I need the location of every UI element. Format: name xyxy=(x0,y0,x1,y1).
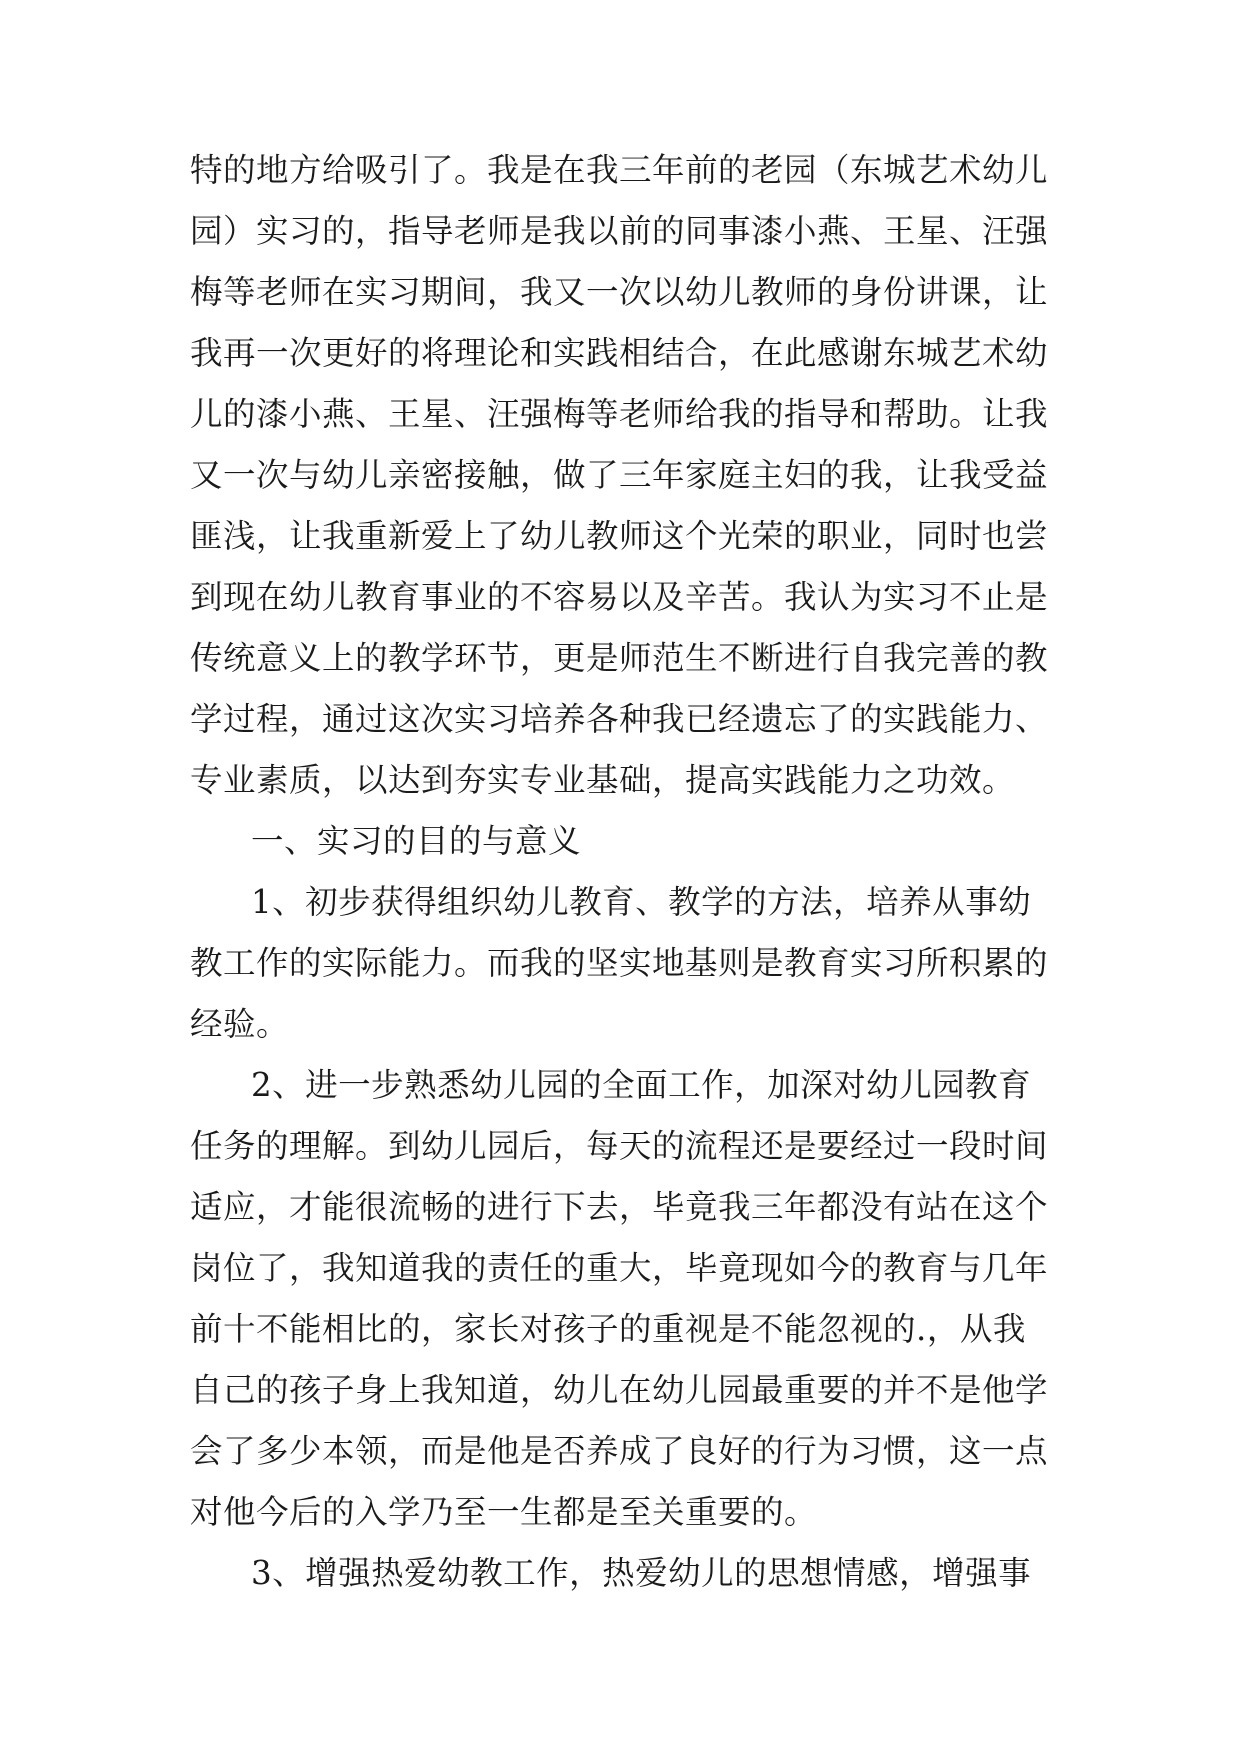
text-line: 我再一次更好的将理论和实践相结合，在此感谢东城艺术幼 xyxy=(190,334,1049,372)
text-line: 3、增强热爱幼教工作，热爱幼儿的思想情感，增强事 xyxy=(251,1554,1032,1592)
text-line: 1、初步获得组织幼儿教育、教学的方法，培养从事幼 xyxy=(251,883,1032,921)
text-line: 自己的孩子身上我知道，幼儿在幼儿园最重要的并不是他学 xyxy=(190,1371,1049,1409)
text-line: 教工作的实际能力。而我的坚实地基则是教育实习所积累的 xyxy=(190,944,1049,982)
text-line: 前十不能相比的，家长对孩子的重视是不能忽视的.，从我 xyxy=(190,1310,1026,1348)
text-line: 梅等老师在实习期间，我又一次以幼儿教师的身份讲课，让 xyxy=(190,273,1049,311)
text-line: 岗位了，我知道我的责任的重大，毕竟现如今的教育与几年 xyxy=(190,1249,1049,1287)
text-line: 园）实习的，指导老师是我以前的同事漆小燕、王星、汪强 xyxy=(190,212,1049,250)
text-line: 特的地方给吸引了。我是在我三年前的老园（东城艺术幼儿 xyxy=(190,151,1049,189)
text-line: 学过程，通过这次实习培养各种我已经遗忘了的实践能力、 xyxy=(190,700,1049,738)
text-line: 匪浅，让我重新爱上了幼儿教师这个光荣的职业，同时也尝 xyxy=(190,517,1049,555)
text-line: 到现在幼儿教育事业的不容易以及辛苦。我认为实习不止是 xyxy=(190,578,1049,616)
text-line: 传统意义上的教学环节，更是师范生不断进行自我完善的教 xyxy=(190,639,1049,677)
section-heading: 一、实习的目的与意义 xyxy=(251,822,582,860)
text-line: 又一次与幼儿亲密接触，做了三年家庭主妇的我，让我受益 xyxy=(190,456,1049,494)
text-line: 任务的理解。到幼儿园后，每天的流程还是要经过一段时间 xyxy=(190,1127,1049,1165)
text-line: 对他今后的入学乃至一生都是至关重要的。 xyxy=(190,1493,818,1531)
text-line: 2、进一步熟悉幼儿园的全面工作，加深对幼儿园教育 xyxy=(251,1066,1032,1104)
text-line: 专业素质，以达到夯实专业基础，提高实践能力之功效。 xyxy=(190,761,1016,799)
text-line: 适应，才能很流畅的进行下去，毕竟我三年都没有站在这个 xyxy=(190,1188,1049,1226)
text-line: 会了多少本领，而是他是否养成了良好的行为习惯，这一点 xyxy=(190,1432,1049,1470)
text-line: 儿的漆小燕、王星、汪强梅等老师给我的指导和帮助。让我 xyxy=(190,395,1049,433)
text-line: 经验。 xyxy=(190,1005,290,1043)
